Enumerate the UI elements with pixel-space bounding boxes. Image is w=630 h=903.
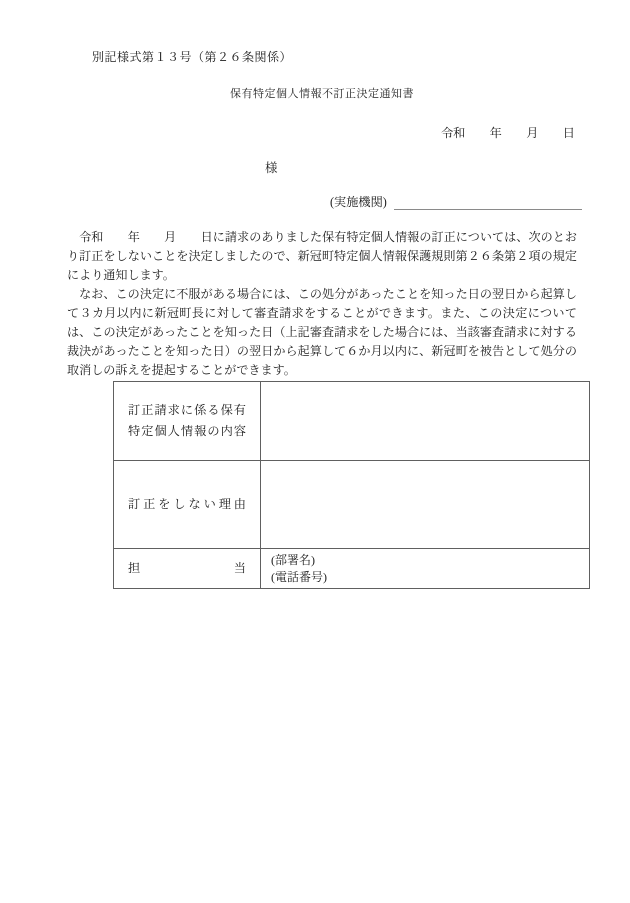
label-reason: 訂正をしない理由 <box>128 497 246 511</box>
addressee-suffix: 様 <box>265 161 278 175</box>
notice-table <box>113 381 590 589</box>
document-title: 保有特定個人情報不訂正決定通知書 <box>230 88 414 100</box>
date-line: 令和 年 月 日 <box>440 126 575 140</box>
label-cell-contact <box>114 549 261 589</box>
issuer-line <box>330 193 582 210</box>
table-row-reason <box>114 461 590 549</box>
value-cell-reason <box>261 461 590 549</box>
label-content-line1: 訂正請求に係る保有 <box>128 403 246 417</box>
body-paragraph-1: 令和 年 月 日に請求のありました保有特定個人情報の訂正については、次のとおり訂正をしないことを決定しましたので、新冠町特定個人情報保護規則第２６条第２項の規定により通知します。 <box>67 230 577 282</box>
form-number: 別記様式第１３号（第２６条関係） <box>92 50 293 64</box>
value-cell-contact <box>261 549 590 589</box>
body-paragraph-2: なお、この決定に不服がある場合には、この処分があったことを知った日の翌日から起算して３カ月以内に新冠町長に対して審査請求をすることができます。また、この決定については、この決定があったことを知った日（上記審査請求をした場合には、当該審査請求に対する裁決があったことを知った日）の翌日から起算して６か月以内に、新冠町を被告として処分の取消しの訴えを提起することができます。 <box>67 287 577 377</box>
label-contact: 担当 <box>128 561 246 575</box>
label-cell-content <box>114 382 261 461</box>
contact-phone-label: (電話番号) <box>271 569 327 584</box>
contact-department-label: (部署名) <box>271 552 315 567</box>
issuer-label: (実施機関) <box>330 195 387 209</box>
value-cell-content <box>261 382 590 461</box>
table-row-contact <box>114 549 590 589</box>
table-row-content <box>114 382 590 461</box>
label-cell-reason <box>114 461 261 549</box>
label-content-line2: 特定個人情報の内容 <box>128 424 246 438</box>
issuer-signature-blank <box>394 195 582 210</box>
body-text <box>67 228 577 380</box>
